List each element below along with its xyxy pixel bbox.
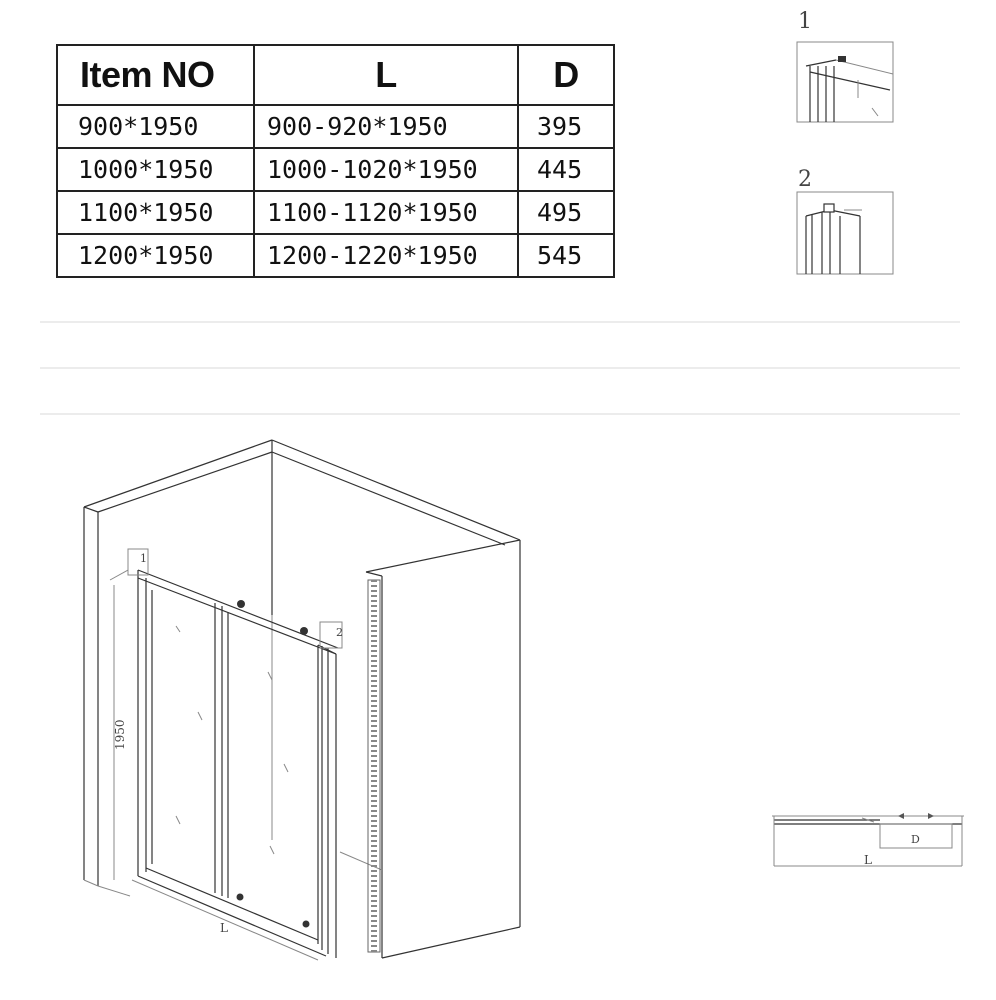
cell-item-no: 1200*1950 — [57, 234, 254, 277]
wall-texture — [368, 580, 380, 952]
callout-2 — [320, 622, 343, 648]
cell-d: 445 — [518, 148, 614, 191]
cell-l: 1000-1020*1950 — [254, 148, 518, 191]
height-label: 1950 — [113, 719, 127, 750]
header-d: D — [518, 45, 614, 105]
cell-d: 545 — [518, 234, 614, 277]
detail-1-number: 1 — [798, 9, 812, 34]
plan-l-label: L — [864, 853, 872, 867]
width-label: L — [220, 921, 228, 935]
plan-view — [772, 813, 964, 867]
cell-l: 1100-1120*1950 — [254, 191, 518, 234]
width-dimension — [132, 880, 318, 960]
height-dimension — [110, 570, 128, 880]
cell-d: 395 — [518, 105, 614, 148]
cell-l: 1200-1220*1950 — [254, 234, 518, 277]
header-item-no: Item NO — [57, 45, 254, 105]
cell-item-no: 1000*1950 — [57, 148, 254, 191]
callout-1-number: 1 — [140, 552, 147, 565]
main-drawing — [84, 440, 520, 960]
cell-l: 900-920*1950 — [254, 105, 518, 148]
header-l: L — [254, 45, 518, 105]
cell-item-no: 1100*1950 — [57, 191, 254, 234]
detail-2 — [797, 167, 893, 274]
plan-d-label: D — [911, 833, 920, 846]
detail-2-number: 2 — [798, 167, 812, 192]
detail-1 — [797, 9, 893, 122]
background-lines — [40, 322, 960, 414]
callout-2-number: 2 — [336, 626, 343, 639]
cell-d: 495 — [518, 191, 614, 234]
cell-item-no: 900*1950 — [57, 105, 254, 148]
